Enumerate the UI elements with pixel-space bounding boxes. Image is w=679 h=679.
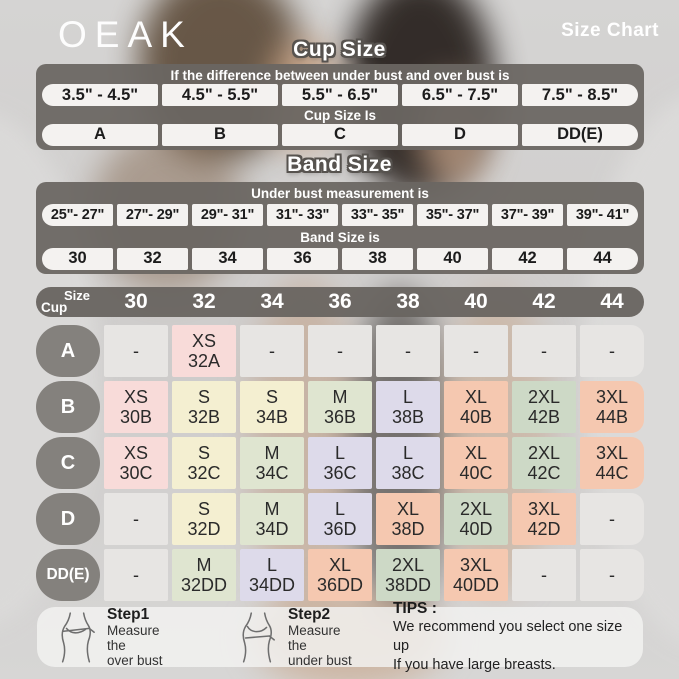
band-size-subtitle: Under bust measurement is: [251, 186, 429, 201]
size-cell: [444, 549, 508, 601]
size-cell: [512, 381, 576, 433]
band-range-cell: 29"- 31": [192, 204, 263, 226]
matrix-row-d: [36, 493, 644, 545]
size-code: 34DD: [248, 575, 296, 595]
size-name: S: [197, 443, 210, 463]
size-name: XS: [123, 387, 148, 407]
corner-cup-label: Cup: [41, 300, 68, 315]
size-cell: [172, 437, 236, 489]
band-range-row: [42, 204, 638, 226]
size-cell: [376, 325, 440, 377]
size-code: 30B: [119, 407, 153, 427]
band-column-header: 44: [600, 290, 624, 313]
size-code: 30C: [119, 463, 153, 483]
matrix-row-c: [36, 437, 644, 489]
band-number-cell: 36: [267, 248, 338, 270]
size-cell: [240, 325, 304, 377]
size-name: XS: [123, 443, 148, 463]
size-name: -: [609, 341, 615, 361]
matrix-corner-cell: [36, 287, 100, 317]
step2-line2: under bust: [287, 653, 352, 668]
size-name: 2XL: [391, 555, 425, 575]
size-cell: [512, 325, 576, 377]
cup-range-cell: 6.5" - 7.5": [402, 84, 518, 106]
tips-line1: We recommend you select one size up: [392, 618, 623, 654]
tips-block: [393, 600, 629, 675]
size-cell: [104, 381, 168, 433]
size-code: 36C: [323, 463, 357, 483]
size-code: 36B: [323, 407, 357, 427]
matrix-header-row: [36, 287, 644, 317]
measure-under-bust-icon: [236, 611, 278, 663]
size-name: -: [609, 565, 615, 585]
step1-block: [107, 606, 178, 668]
size-name: S: [197, 387, 210, 407]
size-cell: [240, 493, 304, 545]
step2-block: [288, 606, 359, 668]
size-code: 32DD: [180, 575, 228, 595]
band-range-cell: 39"- 41": [567, 204, 638, 226]
size-code: 32C: [187, 463, 221, 483]
size-cell: [172, 325, 236, 377]
size-code: 38DD: [384, 575, 432, 595]
measure-instructions-panel: [37, 599, 643, 673]
size-code: 32A: [187, 351, 221, 371]
size-cell: [580, 437, 644, 489]
band-column-header: 36: [328, 290, 352, 313]
row-label: C: [36, 437, 100, 489]
cup-range-cell: 4.5" - 5.5": [162, 84, 278, 106]
size-name: M: [264, 443, 280, 463]
size-cell: [308, 381, 372, 433]
size-name: XL: [396, 499, 420, 519]
size-name: M: [332, 387, 348, 407]
size-cell: [104, 437, 168, 489]
size-name: M: [196, 555, 212, 575]
size-name: XL: [464, 387, 488, 407]
size-name: XL: [328, 555, 352, 575]
brand-logo: OEAK: [58, 14, 193, 55]
cup-size-title: Cup Size: [293, 38, 386, 61]
band-column-header: 42: [532, 290, 556, 313]
cup-range-cell: 3.5" - 4.5": [42, 84, 158, 106]
step1-line1: Measure the: [107, 623, 160, 653]
size-name: S: [197, 499, 210, 519]
size-name: L: [334, 499, 345, 519]
size-name: 3XL: [595, 443, 629, 463]
size-cell: [444, 381, 508, 433]
row-label: B: [36, 381, 100, 433]
measure-over-bust-icon: [55, 611, 97, 663]
band-column-header: 32: [192, 290, 216, 313]
band-column-header: 40: [464, 290, 488, 313]
size-cell: [308, 325, 372, 377]
size-cell: [172, 493, 236, 545]
size-cell: [104, 325, 168, 377]
size-name: -: [133, 565, 139, 585]
size-cell: [512, 437, 576, 489]
band-number-cell: 40: [417, 248, 488, 270]
size-code: 44C: [595, 463, 629, 483]
size-cell: [172, 549, 236, 601]
size-name: 3XL: [459, 555, 493, 575]
size-cell: [580, 325, 644, 377]
size-name: XS: [191, 331, 216, 351]
size-code: 32D: [187, 519, 221, 539]
size-name: XL: [464, 443, 488, 463]
cup-range-cell: 7.5" - 8.5": [522, 84, 638, 106]
band-range-cell: 27"- 29": [117, 204, 188, 226]
band-size-is-label: Band Size is: [300, 229, 380, 245]
size-cell: [444, 493, 508, 545]
size-name: -: [269, 341, 275, 361]
size-code: 36DD: [316, 575, 364, 595]
size-name: L: [402, 387, 413, 407]
band-size-title: Band Size: [287, 153, 392, 176]
cup-letter-cell: D: [402, 124, 518, 146]
size-name: -: [337, 341, 343, 361]
size-code: 38D: [391, 519, 425, 539]
tips-title: TIPS :: [392, 599, 437, 617]
size-cell: [444, 437, 508, 489]
size-code: 42B: [527, 407, 561, 427]
band-range-cell: 33"- 35": [342, 204, 413, 226]
row-label: DD(E): [36, 549, 100, 601]
size-code: 42C: [527, 463, 561, 483]
size-name: 2XL: [527, 443, 561, 463]
size-cell: [308, 493, 372, 545]
size-cell: [444, 325, 508, 377]
size-code: 44B: [595, 407, 629, 427]
size-code: 40DD: [452, 575, 500, 595]
size-cell: [580, 493, 644, 545]
cup-size-panel: [36, 64, 644, 150]
size-cell: [308, 437, 372, 489]
matrix-row-dde: [36, 549, 644, 601]
size-code: 38C: [391, 463, 425, 483]
band-size-panel: [36, 182, 644, 274]
band-range-cell: 37"- 39": [492, 204, 563, 226]
cup-range-cell: 5.5" - 6.5": [282, 84, 398, 106]
row-label: D: [36, 493, 100, 545]
size-cell: [308, 549, 372, 601]
cup-letter-cell: B: [162, 124, 278, 146]
size-name: 2XL: [527, 387, 561, 407]
band-column-header: 34: [260, 290, 284, 313]
size-code: 38B: [391, 407, 425, 427]
size-cell: [240, 549, 304, 601]
size-cell: [580, 549, 644, 601]
size-code: 34D: [255, 519, 289, 539]
size-cell: [512, 493, 576, 545]
size-cell: [376, 549, 440, 601]
size-name: -: [405, 341, 411, 361]
size-name: -: [473, 341, 479, 361]
size-code: 34C: [255, 463, 289, 483]
size-cell: [240, 437, 304, 489]
size-cell: [580, 381, 644, 433]
step2-title: Step2: [287, 606, 331, 623]
cup-letter-cell: C: [282, 124, 398, 146]
cup-range-row: [42, 84, 638, 106]
page-title: Size Chart: [561, 20, 659, 41]
size-name: -: [133, 509, 139, 529]
step1-line2: over bust: [107, 653, 163, 668]
cup-size-is-label: Cup Size Is: [303, 107, 376, 123]
band-number-cell: 44: [567, 248, 638, 270]
step1-title: Step1: [107, 606, 150, 623]
cup-letter-cell: DD(E): [522, 124, 638, 146]
size-cell: [376, 493, 440, 545]
step2-line1: Measure the: [287, 623, 341, 653]
band-range-cell: 31"- 33": [267, 204, 338, 226]
size-code: 34B: [255, 407, 289, 427]
size-name: -: [541, 565, 547, 585]
matrix-row-b: [36, 381, 644, 433]
size-name: M: [264, 499, 280, 519]
cup-letter-row: [42, 124, 638, 146]
size-cell: [376, 437, 440, 489]
size-name: L: [402, 443, 413, 463]
size-code: 40B: [459, 407, 493, 427]
size-name: -: [541, 341, 547, 361]
band-number-cell: 38: [342, 248, 413, 270]
size-code: 32B: [187, 407, 221, 427]
band-column-header: 38: [396, 290, 420, 313]
tips-line2: If you have large breasts.: [392, 656, 556, 673]
size-cell: [104, 549, 168, 601]
size-cell: [512, 549, 576, 601]
size-cell: [172, 381, 236, 433]
size-code: 40D: [459, 519, 493, 539]
size-cell: [104, 493, 168, 545]
size-name: 3XL: [595, 387, 629, 407]
cup-letter-cell: A: [42, 124, 158, 146]
size-name: S: [265, 387, 278, 407]
band-number-cell: 42: [492, 248, 563, 270]
size-name: 3XL: [527, 499, 561, 519]
size-code: 40C: [459, 463, 493, 483]
band-number-row: [42, 248, 638, 270]
matrix-row-a: [36, 325, 644, 377]
size-name: L: [334, 443, 345, 463]
cup-size-subtitle: If the difference between under bust and over bust is: [170, 68, 510, 83]
row-label: A: [36, 325, 100, 377]
size-code: 42D: [527, 519, 561, 539]
size-name: -: [609, 509, 615, 529]
size-name: 2XL: [459, 499, 493, 519]
size-cell: [240, 381, 304, 433]
band-range-cell: 25"- 27": [42, 204, 113, 226]
band-number-cell: 32: [117, 248, 188, 270]
size-code: 36D: [323, 519, 357, 539]
band-number-cell: 34: [192, 248, 263, 270]
band-column-header: 30: [124, 290, 148, 313]
band-range-cell: 35"- 37": [417, 204, 488, 226]
corner-size-label: Size: [64, 288, 91, 303]
size-name: -: [133, 341, 139, 361]
size-cell: [376, 381, 440, 433]
size-name: L: [266, 555, 277, 575]
band-number-cell: 30: [42, 248, 113, 270]
